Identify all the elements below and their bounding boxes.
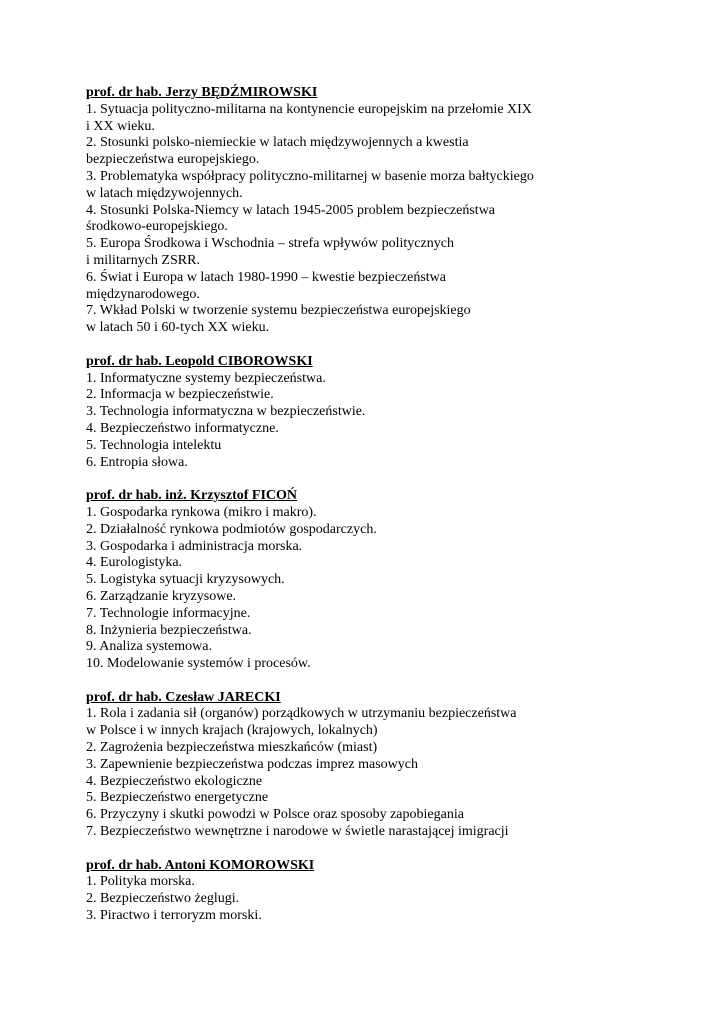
professor-section-bedzmirowski bbox=[86, 85, 646, 337]
topic-item: 7. Technologie informacyjne. bbox=[86, 605, 251, 621]
topic-item: 1. Gospodarka rynkowa (mikro i makro). bbox=[86, 504, 317, 520]
topic-item: 5. Technologia intelektu bbox=[86, 437, 222, 453]
topic-item: 1. Informatyczne systemy bezpieczeństwa. bbox=[86, 370, 326, 386]
professor-heading: prof. dr hab. Czesław JARECKI bbox=[86, 689, 281, 705]
topic-item: 2. Stosunki polsko-niemieckie w latach międzywojennych a kwestia bezpieczeństwa europejskiego. bbox=[86, 135, 469, 168]
professor-heading: prof. dr hab. Leopold CIBOROWSKI bbox=[86, 353, 313, 369]
topic-item: 7. Wkład Polski w tworzenie systemu bezpieczeństwa europejskiego w latach 50 i 60-tych XX wieku. bbox=[86, 303, 471, 336]
topic-item: 1. Polityka morska. bbox=[86, 874, 195, 890]
topic-item: 1. Sytuacja polityczno-militarna na kontynencie europejskim na przełomie XIX i XX wieku. bbox=[86, 101, 532, 134]
topic-item: 6. Entropia słowa. bbox=[86, 454, 188, 470]
topic-item: 3. Zapewnienie bezpieczeństwa podczas imprez masowych bbox=[86, 756, 418, 772]
topic-item: 6. Zarządzanie kryzysowe. bbox=[86, 588, 237, 604]
topic-item: 4. Stosunki Polska-Niemcy w latach 1945-2005 problem bezpieczeństwa środkowo-europejskiego. bbox=[86, 202, 496, 235]
topic-item: 3. Technologia informatyczna w bezpieczeństwie. bbox=[86, 404, 366, 420]
topic-item: 3. Problematyka współpracy polityczno-militarnej w basenie morza bałtyckiego w latach międzywojennych. bbox=[86, 168, 534, 201]
topic-item: 4. Bezpieczeństwo informatyczne. bbox=[86, 420, 279, 436]
professor-heading: prof. dr hab. inż. Krzysztof FICOŃ bbox=[86, 488, 298, 504]
topic-item: 1. Rola i zadania sił (organów) porządkowych w utrzymaniu bezpieczeństwa w Polsce i w innych krajach (krajowych, lokalnych) bbox=[86, 706, 517, 739]
professor-heading: prof. dr hab. Antoni KOMOROWSKI bbox=[86, 857, 315, 873]
document-page bbox=[86, 85, 646, 942]
topic-item: 4. Bezpieczeństwo ekologiczne bbox=[86, 773, 263, 789]
topic-item: 2. Informacja w bezpieczeństwie. bbox=[86, 387, 274, 403]
topic-item: 3. Piractwo i terroryzm morski. bbox=[86, 908, 262, 924]
topic-item: 5. Logistyka sytuacji kryzysowych. bbox=[86, 572, 285, 588]
professor-section-ficon bbox=[86, 488, 646, 673]
topic-item: 4. Eurologistyka. bbox=[86, 555, 183, 571]
professor-section-komorowski bbox=[86, 858, 646, 925]
topic-item: 3. Gospodarka i administracja morska. bbox=[86, 538, 303, 554]
professor-section-jarecki bbox=[86, 690, 646, 841]
topic-item: 2. Bezpieczeństwo żeglugi. bbox=[86, 891, 240, 907]
topic-item: 9. Analiza systemowa. bbox=[86, 639, 212, 655]
professor-section-ciborowski bbox=[86, 354, 646, 472]
topic-item: 5. Bezpieczeństwo energetyczne bbox=[86, 790, 269, 806]
topic-item: 5. Europa Środkowa i Wschodnia – strefa wpływów politycznych i militarnych ZSRR. bbox=[86, 236, 454, 268]
topic-item: 6. Świat i Europa w latach 1980-1990 – kwestie bezpieczeństwa międzynarodowego. bbox=[86, 269, 447, 302]
topic-item: 10. Modelowanie systemów i procesów. bbox=[86, 656, 311, 672]
topic-item: 8. Inżynieria bezpieczeństwa. bbox=[86, 622, 252, 638]
topic-item: 7. Bezpieczeństwo wewnętrzne i narodowe w świetle narastającej imigracji bbox=[86, 824, 509, 840]
topic-item: 2. Działalność rynkowa podmiotów gospodarczych. bbox=[86, 521, 377, 537]
professor-heading: prof. dr hab. Jerzy BĘDŹMIROWSKI bbox=[86, 85, 318, 100]
topic-item: 2. Zagrożenia bezpieczeństwa mieszkańców (miast) bbox=[86, 740, 378, 756]
topic-item: 6. Przyczyny i skutki powodzi w Polsce oraz sposoby zapobiegania bbox=[86, 807, 464, 823]
